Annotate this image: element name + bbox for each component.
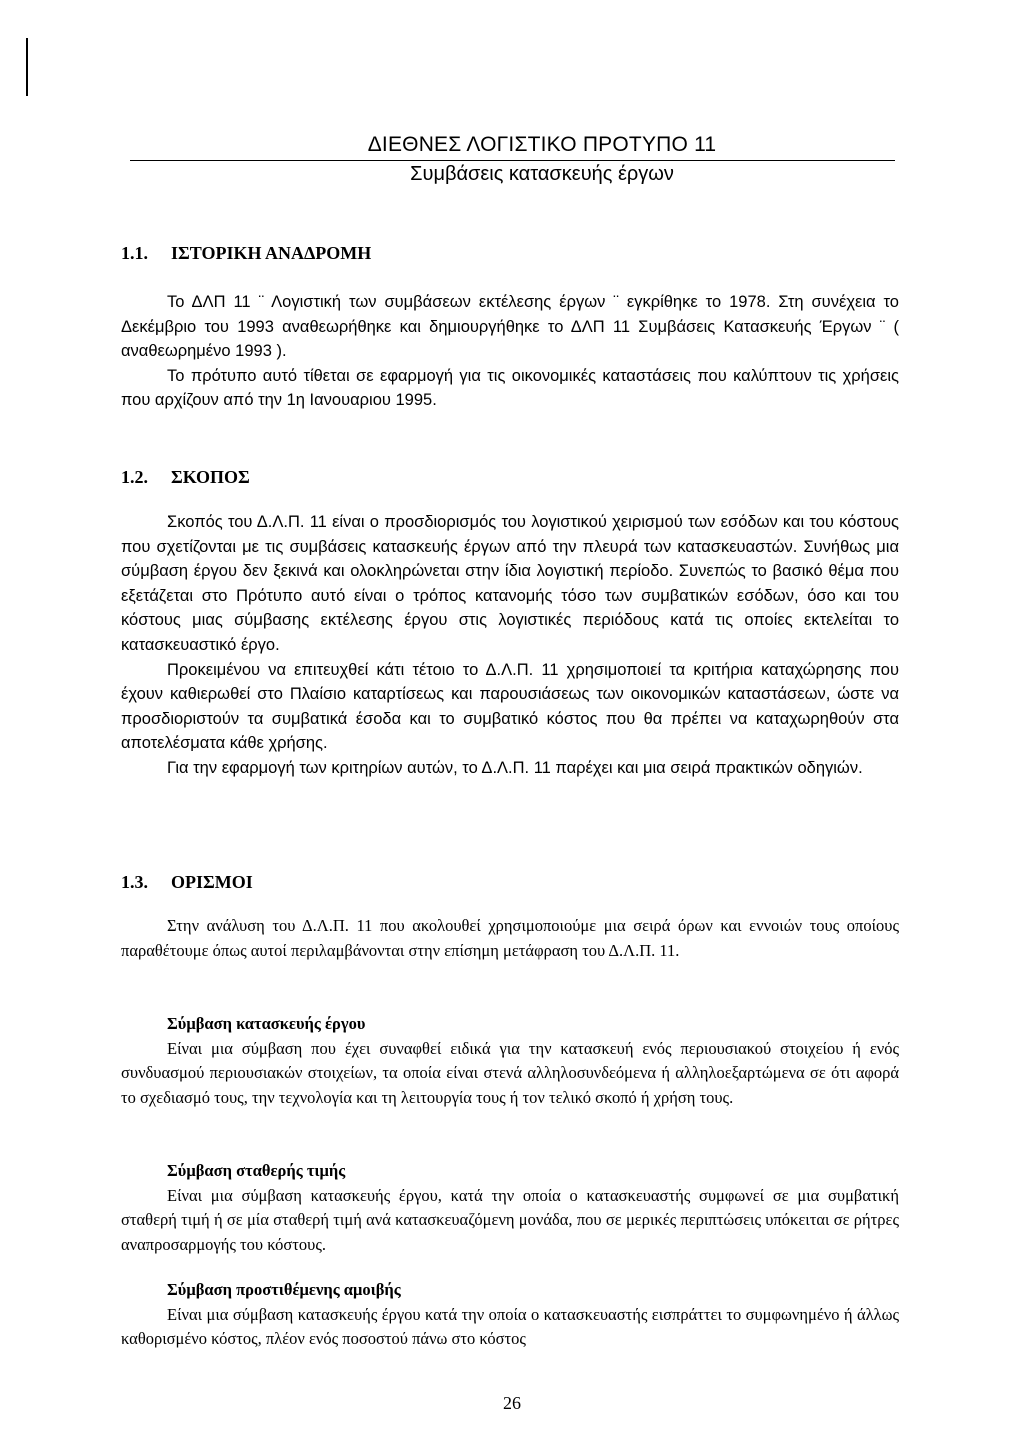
paragraph: Το πρότυπο αυτό τίθεται σε εφαρμογή για τις οικονομικές καταστάσεις που καλύπτουν τις χρήσεις που αρχίζουν από την 1η Ιανουαριου 1995. (121, 366, 899, 410)
document-subtitle: Συμβάσεις κατασκευής έργων (410, 163, 674, 185)
header-divider (130, 160, 895, 161)
section-heading-purpose (121, 467, 250, 488)
definition-text: Είναι μια σύμβαση κατασκευής έργου κατά την οποία ο κατασκευαστής εισπράττει το συμφωνημένο ή άλλως καθορισμένο κόστος, πλέον ενός ποσοστού πάνω στο κόστος (121, 1304, 899, 1349)
definition-fixed-price-contract (121, 1159, 899, 1257)
paragraph: Το ΔΛΠ 11 ¨ Λογιστική των συμβάσεων εκτέλεσης έργων ¨ εγκρίθηκε το 1978. Στη συνέχεια το Δεκέμβριο του 1993 αναθεωρήθηκε και δημιουργήθηκε το ΔΛΠ 11 Συμβάσεις Κατασκευής Έργων ¨ ( αναθεωρημένο 1993 ). (121, 293, 899, 361)
definition-text: Είναι μια σύμβαση που έχει συναφθεί ειδικά για την κατασκευή ενός περιουσιακού στοιχείου ή ενός συνδυασμού περιουσιακών στοιχείων, τα οποία είναι στενά αλληλοσυνδεόμενα ή αλληλοεξαρτώμενα σε ότι αφορά το σχεδιασμό τους, την τεχνολογία και τη λειτουργία τους ή τον τελικό σκοπό ή χρήση τους. (121, 1038, 899, 1107)
definition-text: Είναι μια σύμβαση κατασκευής έργου, κατά την οποία ο κατασκευαστής συμφωνεί σε μια συμβατική σταθερή τιμή ή σε μία σταθερή τιμή ανά κατασκευαζόμενη μονάδα, που σε μερικές περιπτώσεις υπόκειται σε ρήτρες αναπροσαρμογής του κόστους. (121, 1185, 899, 1254)
section-number: 1.3. (121, 872, 148, 892)
section-body-purpose (121, 510, 899, 781)
section-title: ΣΚΟΠΟΣ (171, 467, 250, 487)
paragraph: Σκοπός του Δ.Λ.Π. 11 είναι ο προσδιορισμός του λογιστικού χειρισμού των εσόδων και του κόστους που σχετίζονται με τις συμβάσεις κατασκευής έργων από την πλευρά των κατασκευαστών. Συνήθως μια σύμβαση έργου δεν ξεκινά και ολοκληρώνεται στην ίδια λογιστική περίοδο. Συνεπώς το βασικό θέμα που εξετάζεται στο Πρότυπο αυτό είναι ο τρόπος κατανομής τόσο των συμβατικών εσόδων, όσο και του κόστους μιας σύμβασης εκτέλεσης έργου στις λογιστικές περιόδους κατά τις οποίες εκτελείται το κατασκευαστικό έργο. (121, 513, 899, 654)
section-body-definitions (121, 914, 899, 963)
paragraph: Στην ανάλυση του Δ.Λ.Π. 11 που ακολουθεί χρησιμοποιούμε μια σειρά όρων και εννοιών τους οποίους παραθέτουμε όπως αυτοί περιλαμβάνονται στην επίσημη μετάφραση του Δ.Λ.Π. 11. (121, 916, 899, 960)
section-number: 1.1. (121, 243, 148, 263)
section-body-history (121, 290, 899, 413)
margin-rule (26, 38, 28, 96)
definition-term: Σύμβαση κατασκευής έργου (167, 1014, 366, 1033)
section-title: ΟΡΙΣΜΟΙ (171, 872, 253, 892)
definition-cost-plus-contract (121, 1278, 899, 1352)
section-heading-history (121, 243, 371, 264)
section-number: 1.2. (121, 467, 148, 487)
paragraph: Προκειμένου να επιτευχθεί κάτι τέτοιο το Δ.Λ.Π. 11 χρησιμοποιεί τα κριτήρια καταχώρησης που έχουν καθιερωθεί στο Πλαίσιο καταρτίσεως και παρουσιάσεως των οικονομικών καταστάσεων, ώστε να προσδιοριστούν τα συμβατικά έσοδα και το συμβατικό κόστος που θα πρέπει να καταχωρηθούν στα αποτελέσματα κάθε χρήσης. (121, 660, 899, 753)
section-title: ΙΣΤΟΡΙΚΗ ΑΝΑΔΡΟΜΗ (171, 243, 372, 263)
paragraph: Για την εφαρμογή των κριτηρίων αυτών, το Δ.Λ.Π. 11 παρέχει και μια σειρά πρακτικών οδηγιών. (167, 758, 863, 777)
definition-term: Σύμβαση προστιθέμενης αμοιβής (167, 1280, 401, 1299)
definition-term: Σύμβαση σταθερής τιμής (167, 1161, 346, 1180)
section-heading-definitions (121, 872, 253, 893)
page-number: 26 (503, 1393, 521, 1413)
document-title: ΔΙΕΘΝΕΣ ΛΟΓΙΣΤΙΚΟ ΠΡΟΤΥΠΟ 11 (367, 133, 717, 156)
definition-construction-contract (121, 1012, 899, 1110)
